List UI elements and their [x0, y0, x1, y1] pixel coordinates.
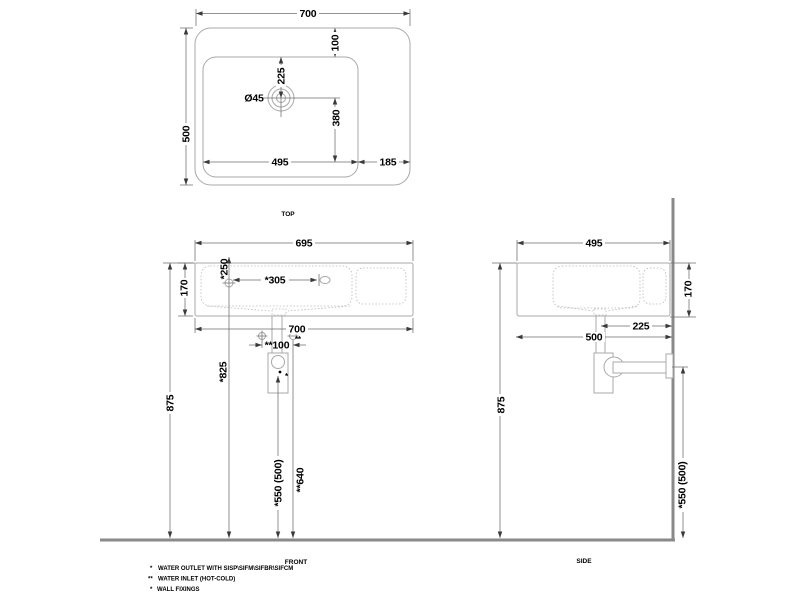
inlet-height-dim-label: **640 [294, 467, 307, 493]
bowl-hidden-side [553, 266, 640, 308]
deck-hidden-side [643, 268, 666, 304]
wall-flange [666, 354, 673, 378]
bowl-width-dim-label: 495 [271, 156, 289, 169]
front-overall-width-dim-label: 700 [288, 323, 306, 336]
drain-hidden-front [272, 309, 286, 315]
top-width-dim-label: 700 [299, 8, 317, 20]
front-view-label: FRONT [284, 559, 308, 566]
front-view [163, 238, 413, 567]
drain-front-dim-label: 380 [330, 109, 343, 127]
note-3-text: WALL FIXINGS [157, 587, 200, 593]
side-top-depth-dim-label: 495 [585, 237, 603, 250]
drain-diameter-label: Ø45 [244, 92, 264, 105]
side-total-height-dim-label: 875 [495, 396, 508, 414]
side-view [492, 238, 696, 566]
note-2-text: WATER INLET (HOT-COLD) [158, 576, 236, 583]
fixing-height-dim-label: *825 [217, 361, 230, 383]
drain-wall-dim-label: 225 [632, 320, 650, 333]
note-1-marker: * [150, 566, 153, 572]
inlet-marker-right: ** [295, 335, 301, 344]
front-total-height-dim-label: 875 [164, 394, 177, 412]
front-outlet-height-dim-label: *550 (500) [272, 459, 285, 507]
fixing-offset-dim-label: *250 [218, 258, 231, 280]
deck-hidden-front [356, 268, 406, 304]
outlet-point [279, 371, 282, 374]
outlet-pipe-side [613, 362, 667, 373]
wall-fixing-right-slot [319, 274, 330, 286]
basin-outline-side [517, 263, 670, 316]
bowl-offset-dim-label: 100 [329, 34, 342, 52]
top-depth-dim-label: 500 [180, 125, 193, 143]
deck-width-dim-label: 185 [379, 156, 397, 169]
fixing-spacing-dim-label: *305 [264, 274, 286, 287]
top-view [180, 8, 410, 218]
front-height-dim-label: 170 [178, 279, 191, 297]
front-top-width-dim-label: 695 [295, 237, 313, 250]
side-overall-depth-dim-label: 500 [585, 331, 603, 344]
note-1-text: WATER OUTLET WITH SISP\SIFM\SIFBR\SIFCM [158, 566, 294, 572]
side-height-dim-label: 170 [682, 280, 695, 298]
inlet-spacing-dim-label: **100 [264, 339, 290, 352]
side-view-label: SIDE [576, 558, 592, 565]
outlet-marker: * [285, 372, 288, 381]
note-2-marker: ** [148, 576, 153, 583]
footnotes [148, 566, 293, 593]
drain-hidden-side [594, 309, 606, 315]
note-3-marker: * [150, 587, 153, 593]
rim-drain-dim-label: 225 [275, 67, 288, 85]
side-outlet-height-dim-label: *550 (500) [676, 461, 689, 509]
top-view-label: TOP [281, 211, 295, 218]
